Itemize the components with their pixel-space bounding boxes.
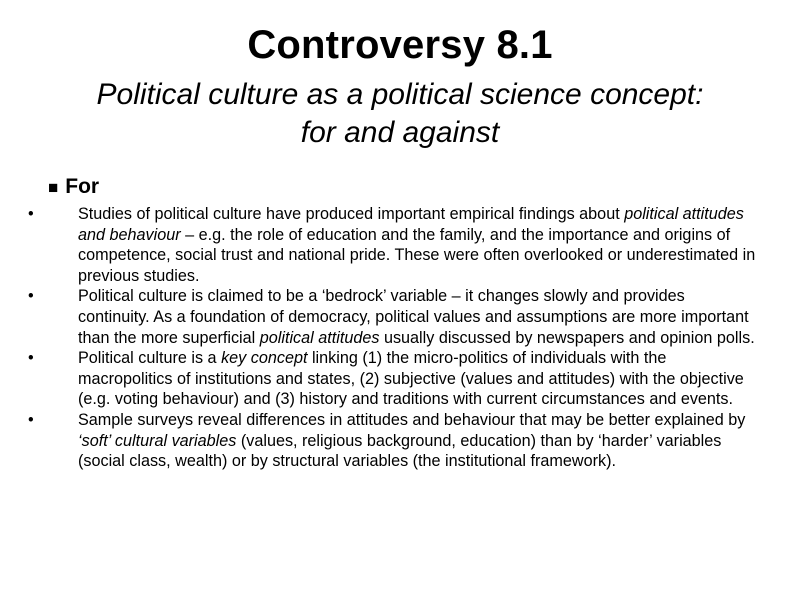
bullet-text: (values, religious background, education) than by ‘harder’ variables (social class, wealth) or by structural variables (the institutional framework).	[78, 431, 722, 471]
bullet-text: linking (1) the micro-politics of individuals with the macropolitics of institutions and states, (2) subjective (values and attitudes) with the objective (e.g. voting behaviour) and (3) history and traditions with current circumstances and events.	[78, 349, 744, 409]
slide-title: Controversy 8.1	[247, 23, 553, 67]
bullet-item	[0, 204, 800, 286]
bullet-text: Political culture is a	[78, 349, 222, 368]
section-heading	[48, 175, 99, 199]
bullet-item	[0, 286, 800, 348]
bullet-emphasis: political attitudes	[259, 328, 380, 347]
bullet-item	[0, 410, 800, 472]
bullet-dot-icon: •	[28, 410, 34, 429]
bullet-text: usually discussed by newspapers and opinion polls.	[379, 328, 755, 347]
bullet-emphasis: ‘soft’ cultural variables	[78, 431, 237, 450]
bullet-dot-icon: •	[28, 287, 34, 306]
square-bullet-icon: ■	[48, 178, 59, 197]
bullet-item	[0, 348, 800, 410]
bullet-list	[0, 204, 800, 472]
section-heading-label: For	[65, 175, 100, 198]
bullet-emphasis: political attitudes and behaviour	[78, 205, 744, 244]
bullet-dot-icon: •	[28, 349, 34, 368]
bullet-emphasis: key concept	[221, 349, 308, 368]
bullet-text: Political culture is claimed to be a ‘bedrock’ variable – it changes slowly and provides continuity. As a foundation of democracy, political values and assumptions are more important than the more superficial	[78, 287, 749, 347]
bullet-text: Studies of political culture have produced important empirical findings about	[78, 205, 625, 223]
slide-subtitle: Political culture as a political science concept: for and against	[96, 78, 704, 149]
bullet-text: – e.g. the role of education and the family, and the importance and origins of competence, social trust and national pride. These were often overlooked or underestimated in previous studies.	[78, 225, 756, 285]
bullet-text: Sample surveys reveal differences in attitudes and behaviour that may be better explained by	[78, 410, 746, 429]
bullet-dot-icon: •	[28, 205, 34, 223]
